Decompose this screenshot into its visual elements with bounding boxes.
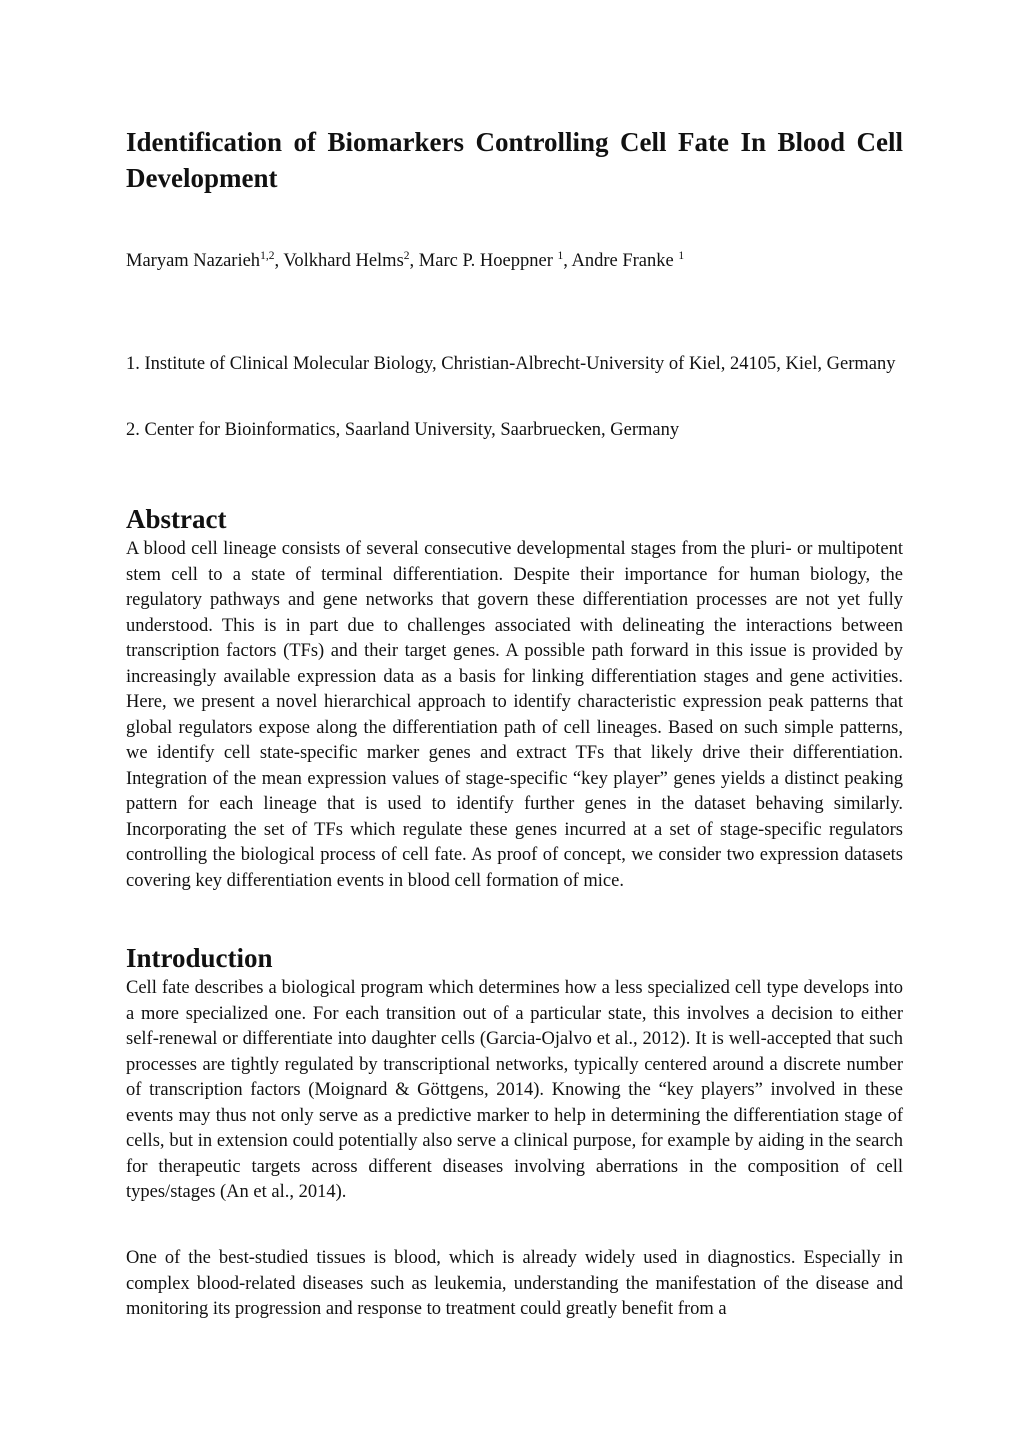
author-separator: ,	[274, 251, 284, 271]
author-name: Volkhard Helms	[283, 251, 404, 271]
abstract-paragraph: A blood cell lineage consists of several consecutive developmental stages from the pluri- or multipotent stem cell to a state of terminal differentiation. Despite their importance for human biology, the regulatory pathways and gene networks that govern these differentiation processes are not yet fully understood. This is in part due to challenges associated with delineating the interactions between transcription factors (TFs) and their target genes. A possible path forward in this issue is provided by increasingly available expression data as a basis for linking differentiation stages and gene activities. Here, we present a novel hierarchical approach to identify characteristic expression peak patterns that global regulators expose along the differentiation path of cell lineages. Based on such simple patterns, we identify cell state-specific marker genes and extract TFs that likely drive their differentiation. Integration of the mean expression values of stage-specific “key player” genes yields a distinct peaking pattern for each lineage that is used to identify further genes in the dataset behaving similarly. Incorporating the set of TFs which regulate these genes incurred at a set of stage-specific regulators controlling the biological process of cell fate. As proof of concept, we consider two expression datasets covering key differentiation events in blood cell formation of mice.	[126, 539, 903, 891]
introduction-heading: Introduction	[126, 943, 273, 973]
author-separator: ,	[409, 251, 419, 271]
author-separator: ,	[563, 251, 572, 271]
introduction-paragraph-2: One of the best-studied tissues is blood, which is already widely used in diagnostics. Especially in complex blood-related diseases such as leukemia, understanding the manifestation of the disease and monitoring its progression and response to treatment could greatly benefit from a	[126, 1248, 903, 1319]
abstract-heading: Abstract	[126, 504, 227, 534]
author-name: Andre Franke	[571, 251, 679, 271]
affiliation-2: 2. Center for Bioinformatics, Saarland University, Saarbruecken, Germany	[126, 420, 680, 440]
author-affiliation-marker: 1	[678, 250, 685, 262]
paper-title: Identification of Biomarkers Controlling Cell Fate In Blood Cell Development	[126, 127, 903, 193]
affiliation-1: 1. Institute of Clinical Molecular Biology, Christian-Albrecht-University of Kiel, 24105, Kiel, Germany	[126, 354, 896, 374]
author-affiliation-marker: 2	[403, 250, 410, 262]
author-affiliation-marker: 1,2	[260, 250, 275, 262]
author-affiliation-marker: 1	[557, 250, 564, 262]
introduction-paragraph-1: Cell fate describes a biological program which determines how a less specialized cell type develops into a more specialized one. For each transition out of a particular state, this involves a decision to either self-renewal or differentiate into daughter cells (Garcia-Ojalvo et al., 2012). It is well-accepted that such processes are tightly regulated by transcriptional networks, typically centered around a discrete number of transcription factors (Moignard & Göttgens, 2014). Knowing the “key players” involved in these events may thus not only serve as a predictive marker to help in determining the differentiation stage of cells, but in extension could potentially also serve a clinical purpose, for example by aiding in the search for therapeutic targets across different diseases involving aberrations in the composition of cell types/stages (An et al., 2014).	[126, 978, 903, 1202]
author-name: Maryam Nazarieh	[126, 251, 261, 271]
author-list	[126, 248, 903, 274]
author-name: Marc P. Hoeppner	[418, 251, 558, 271]
